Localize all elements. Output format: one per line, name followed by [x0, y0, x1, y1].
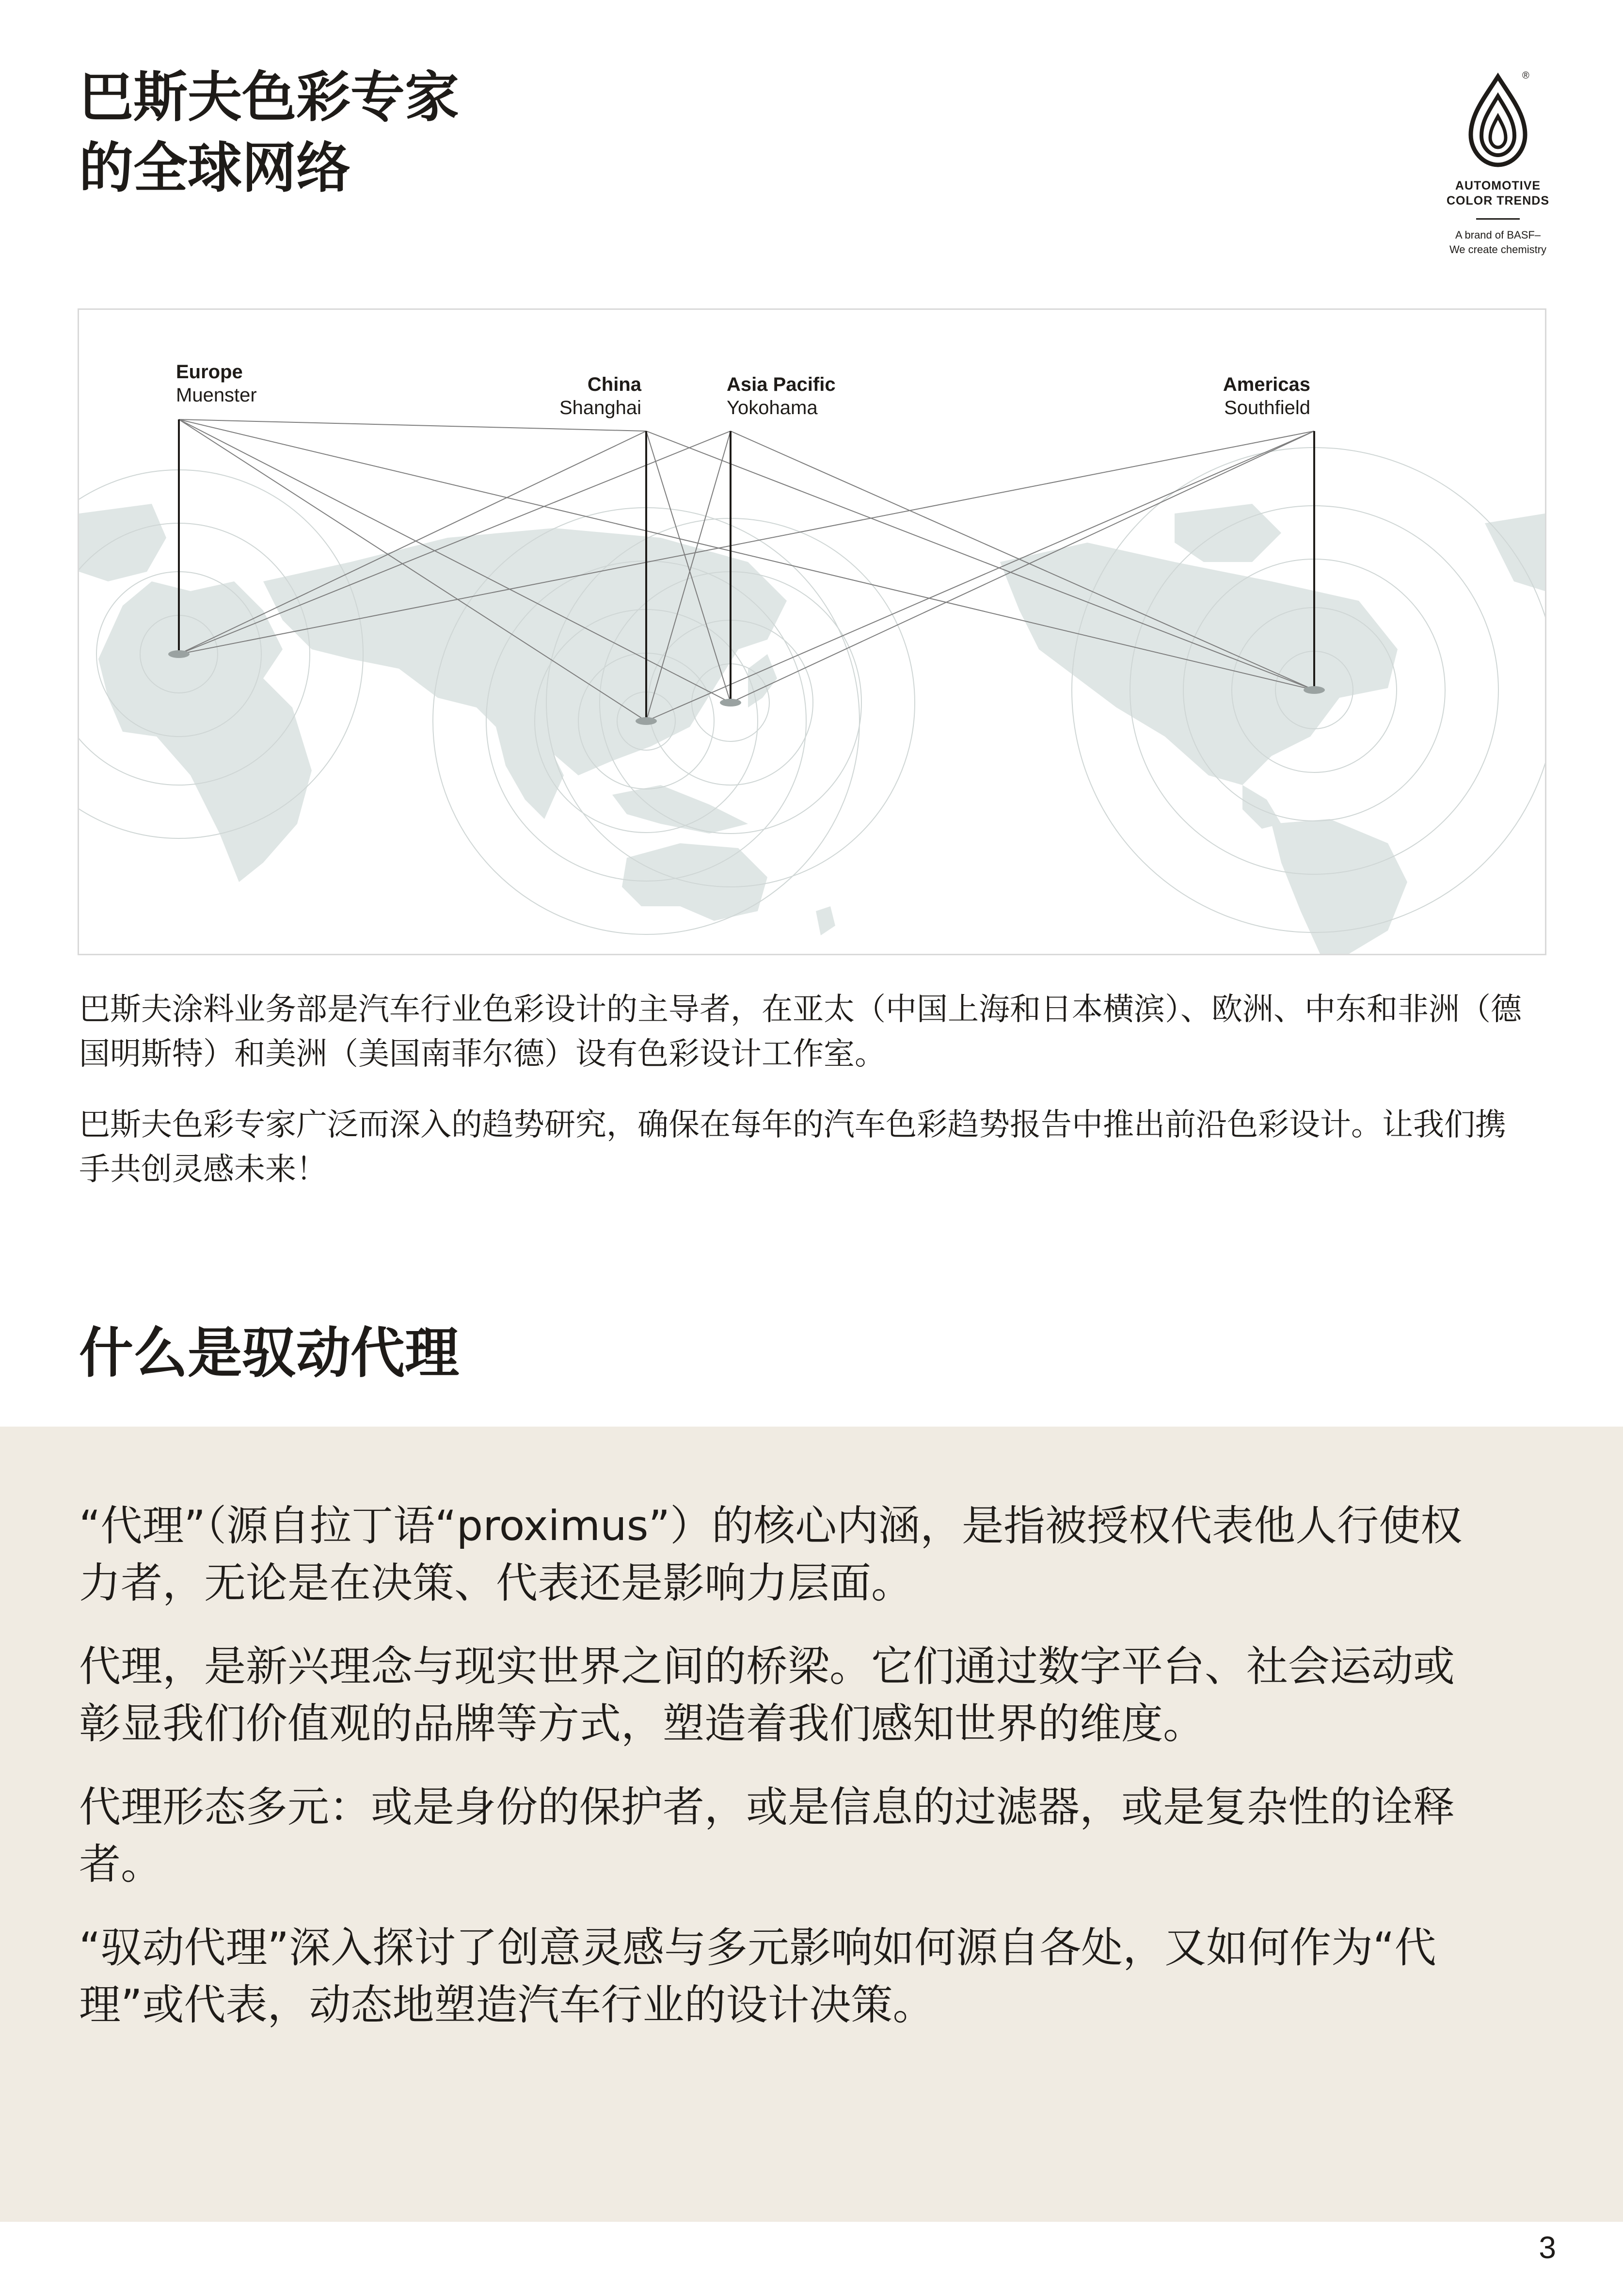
logo-tagline — [1435, 228, 1561, 257]
logo-name-line-1: AUTOMOTIVE — [1455, 179, 1541, 193]
agency-text-4: “驭动代理”深入探讨了创意灵感与多元影响如何源自各处，又如何作为“代理”或代表，动态地塑造汽车行业的设计决策。 — [79, 1924, 1436, 2029]
land-new-zealand — [816, 906, 835, 935]
hub-region-asia-pacific: Asia Pacific — [727, 374, 836, 395]
hub-city-shanghai: Shanghai — [559, 397, 641, 418]
registered-mark: ® — [1522, 70, 1529, 81]
hub-label-china — [544, 373, 641, 419]
land-south-america — [1272, 819, 1407, 954]
intro-paragraph-1 — [79, 987, 1533, 1076]
drop-icon — [1465, 68, 1531, 175]
logo-tagline-line-2: We create chemistry — [1449, 243, 1547, 256]
intro-paragraph-2 — [79, 1103, 1533, 1192]
land-southeast-asia — [612, 785, 748, 834]
land-central-america — [1242, 785, 1281, 829]
hub-city-muenster: Muenster — [176, 385, 257, 406]
agency-paragraph-2 — [79, 1638, 1465, 1752]
logo-name-line-2: COLOR TRENDS — [1447, 194, 1549, 208]
hub-city-yokohama: Yokohama — [727, 397, 818, 418]
world-land-shapes — [79, 504, 1545, 954]
agency-text-1: “代理”（源自拉丁语“proximus”）的核心内涵，是指被授权代表他人行使权力者，无论是在决策、代表还是影响力层面。 — [79, 1502, 1463, 1607]
brand-logo — [1435, 68, 1561, 262]
section-title: 什么是驭动代理 — [79, 1322, 459, 1385]
hub-region-europe: Europe — [176, 361, 243, 383]
logo-tagline-line-1: A brand of BASF– — [1455, 229, 1541, 241]
land-north-america-west — [79, 504, 166, 581]
hub-label-asia-pacific — [727, 373, 836, 419]
page-title-line-1: 巴斯夫色彩专家 — [79, 66, 459, 129]
hub-region-americas: Americas — [1223, 374, 1310, 395]
land-north-america — [1000, 543, 1398, 785]
hub-label-americas — [1165, 373, 1310, 419]
page-title — [79, 62, 459, 204]
global-network-map — [78, 308, 1546, 955]
logo-name — [1435, 178, 1561, 209]
page-title-line-2: 的全球网络 — [79, 137, 350, 200]
land-australia — [622, 843, 767, 921]
intro-text-2: 巴斯夫色彩专家广泛而深入的趋势研究，确保在每年的汽车色彩趋势报告中推出前沿色彩设计。让我们携手共创灵感未来！ — [79, 1107, 1506, 1188]
land-east-edge — [1485, 514, 1545, 591]
agency-text-3: 代理形态多元：或是身份的保护者，或是信息的过滤器，或是复杂性的诠释者。 — [79, 1783, 1455, 1889]
agency-paragraph-4 — [79, 1919, 1465, 2034]
hub-city-southfield: Southfield — [1224, 397, 1310, 418]
agency-paragraph-1 — [79, 1497, 1465, 1612]
agency-text-2: 代理，是新兴理念与现实世界之间的桥梁。它们通过数字平台、社会运动或彰显我们价值观的品牌等方式，塑造着我们感知世界的维度。 — [79, 1642, 1455, 1748]
logo-divider — [1476, 218, 1520, 220]
agency-paragraph-3 — [79, 1779, 1465, 1893]
hub-region-china: China — [587, 374, 641, 395]
intro-text-1: 巴斯夫涂料业务部是汽车行业色彩设计的主导者，在亚太（中国上海和日本横滨）、欧洲、中东和非洲（德国明斯特）和美洲（美国南菲尔德）设有色彩设计工作室。 — [79, 992, 1522, 1072]
hub-label-europe — [176, 360, 257, 407]
page-number: 3 — [1539, 2230, 1556, 2265]
